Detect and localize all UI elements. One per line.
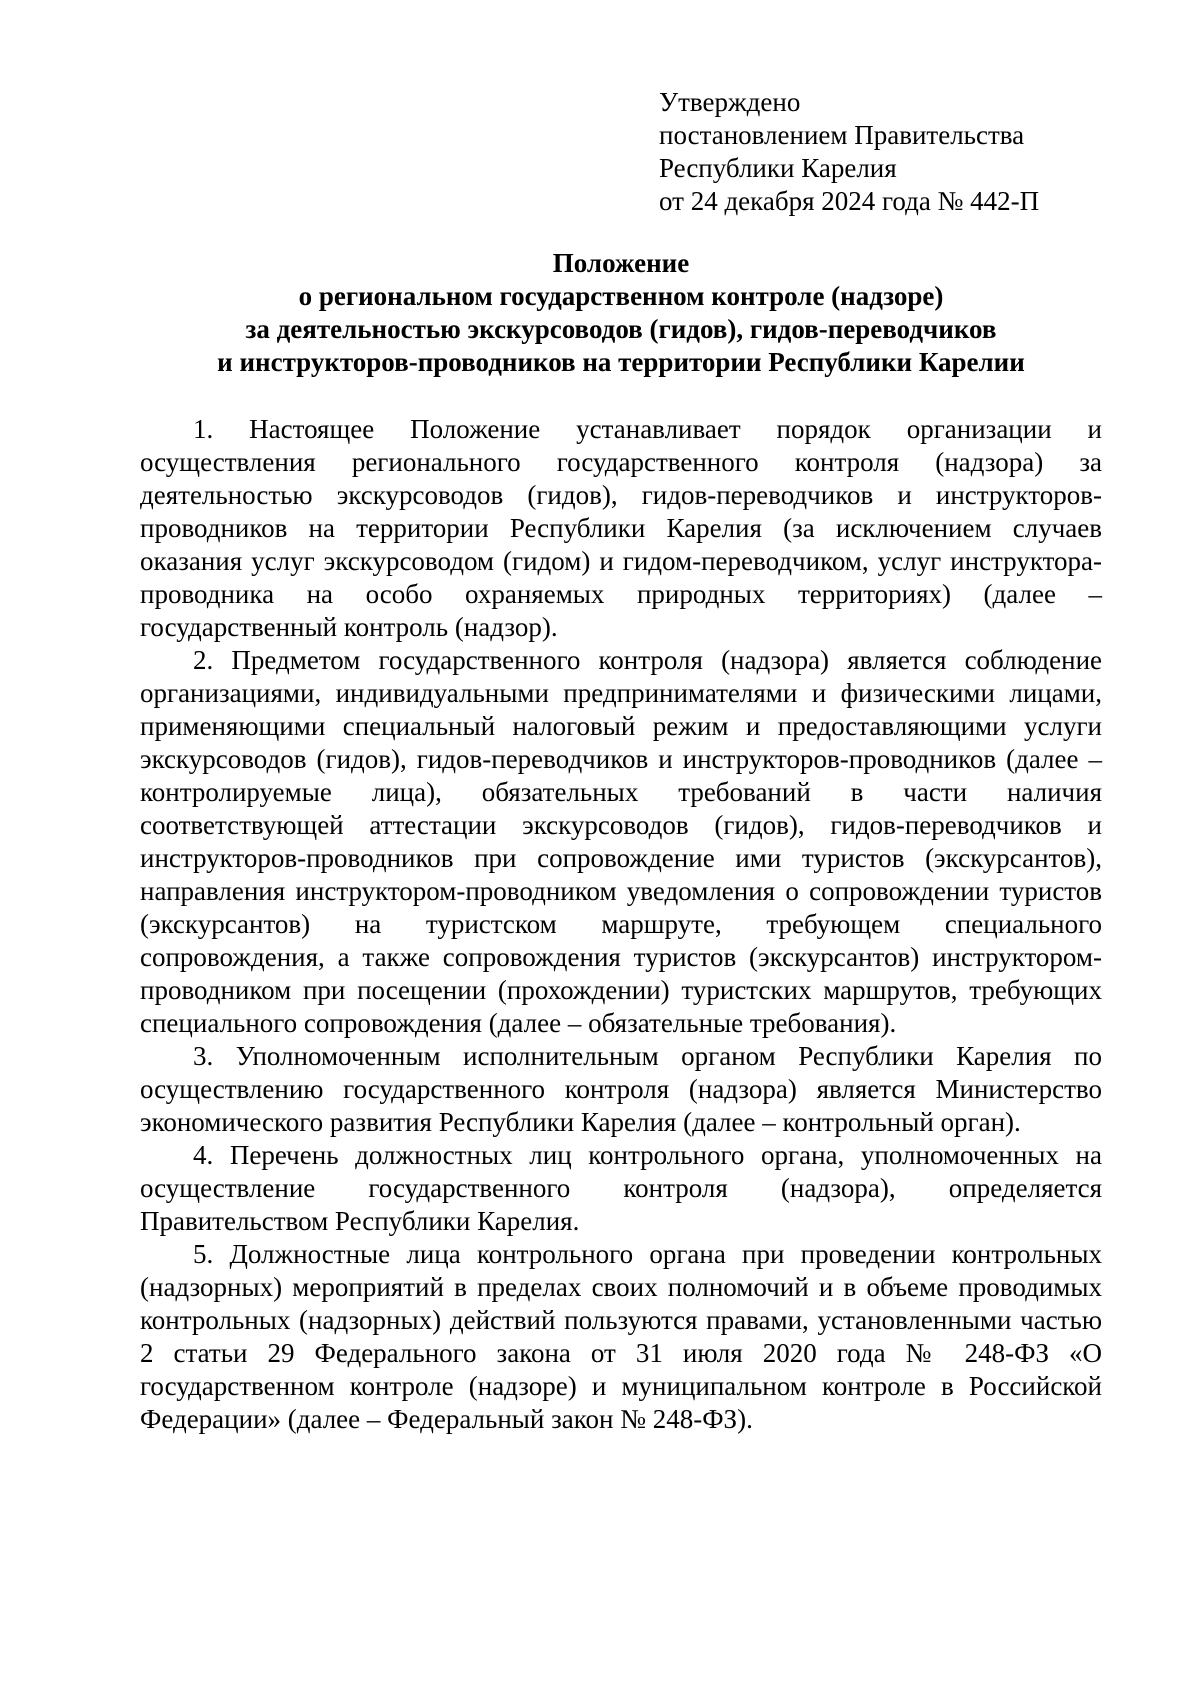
approval-line-date-number: от 24 декабря 2024 года № 442-П bbox=[659, 186, 1040, 216]
paragraph-4: 4. Перечень должностных лиц контрольного органа, уполномоченных на осуществление государственного контроля (надзора), определяется Правительством Республики Карелия. bbox=[140, 1140, 1102, 1236]
approval-line-republic: Республики Карелия bbox=[659, 153, 897, 183]
paragraph-5: 5. Должностные лица контрольного органа при проведении контрольных (надзорных) мероприятий в пределах своих полномочий и в объеме проводимых контрольных (надзорных) действий пользуются правами, установленными частью 2 статьи 29 Федерального закона от 31 июля 2020 года № 248-ФЗ «О государственном контроле (надзоре) и муниципальном контроле в Российской Федерации» (далее – Федеральный закон № 248-ФЗ). bbox=[140, 1239, 1102, 1434]
title-line-1: Положение bbox=[552, 248, 690, 278]
paragraph-3: 3. Уполномоченным исполнительным органом Республики Карелия по осуществлению государственного контроля (надзора) является Министерство экономического развития Республики Карелия (далее – контрольный орган). bbox=[140, 1041, 1102, 1137]
document-title bbox=[140, 247, 1102, 379]
document-body bbox=[140, 413, 1102, 1436]
paragraph-1: 1. Настоящее Положение устанавливает порядок организации и осуществления регионального государственного контроля (надзора) за деятельностью экскурсоводов (гидов), гидов-переводчиков и инструкторов-проводников на территории Республики Карелия (за исключением случаев оказания услуг экскурсоводом (гидом) и гидом-переводчиком, услуг инструктора-проводника на особо охраняемых природных территориях) (далее – государственный контроль (надзор). bbox=[140, 414, 1102, 642]
approval-line-resolution: постановлением Правительства bbox=[659, 120, 1025, 150]
approval-line-approved: Утверждено bbox=[659, 87, 801, 117]
title-line-3: за деятельностью экскурсоводов (гидов), гидов-переводчиков bbox=[245, 314, 997, 344]
paragraph-2: 2. Предметом государственного контроля (надзора) является соблюдение организациями, индивидуальными предпринимателями и физическими лицами, применяющими специальный налоговый режим и предоставляющими услуги экскурсоводов (гидов), гидов-переводчиков и инструкторов-проводников (далее – контролируемые лица), обязательных требований в части наличия соответствующей аттестации экскурсоводов (гидов), гидов-переводчиков и инструкторов-проводников при сопровождение ими туристов (экскурсантов), направления инструктором-проводником уведомления о сопровождении туристов (экскурсантов) на туристском маршруте, требующем специального сопровождения, а также сопровождения туристов (экскурсантов) инструктором-проводником при посещении (прохождении) туристских маршрутов, требующих специального сопровождения (далее – обязательные требования). bbox=[140, 645, 1102, 1038]
title-line-4: и инструкторов-проводников на территории Республики Карелии bbox=[217, 347, 1025, 377]
title-line-2: о региональном государственном контроле (надзоре) bbox=[298, 281, 944, 311]
approval-stamp bbox=[659, 86, 1039, 218]
